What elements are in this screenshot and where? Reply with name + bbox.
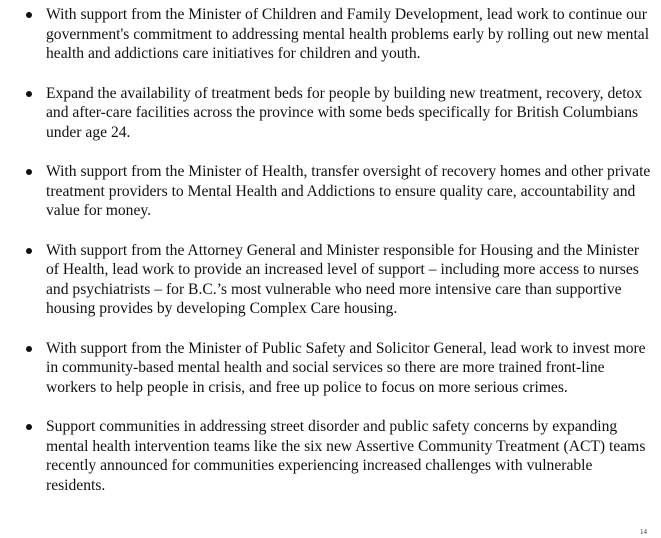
- bullet-icon: [26, 346, 32, 352]
- bullet-text: With support from the Attorney General and Minister responsible for Housing and the Minister of Health, lead work to provide an increased level of support – including more access to nurses and psychiatrists – for B.C.’s most vulnerable who need more intensive care than supportive housing provides by developing Complex Care housing.: [46, 241, 640, 317]
- list-item: [0, 417, 661, 495]
- list-item: [0, 5, 661, 64]
- bullet-icon: [26, 248, 32, 254]
- bullet-text: With support from the Minister of Children and Family Development, lead work to continue our government's commitment to addressing mental health problems early by rolling out new mental health and addictions care initiatives for children and youth.: [46, 6, 650, 62]
- page-number: 14: [640, 528, 647, 536]
- bullet-icon: [26, 169, 32, 175]
- bullet-text: With support from the Minister of Health, transfer oversight of recovery homes and other private treatment providers to Mental Health and Addictions to ensure quality care, accountability and value for money.: [46, 163, 651, 219]
- bullet-icon: [26, 12, 32, 18]
- bullet-icon: [26, 91, 32, 97]
- bullet-icon: [26, 424, 32, 430]
- list-item: [0, 84, 661, 143]
- list-item: [0, 241, 661, 319]
- list-item: [0, 162, 661, 221]
- bullet-text: Support communities in addressing street disorder and public safety concerns by expanding mental health intervention teams like the six new Assertive Community Treatment (ACT) teams recently announced for communities experiencing increased challenges with vulnerable residents.: [46, 418, 646, 494]
- bullet-text: With support from the Minister of Public Safety and Solicitor General, lead work to invest more in community-based mental health and social services so there are more trained front-line workers to help people in crisis, and free up police to focus on more serious crimes.: [46, 339, 646, 396]
- bullet-list: [0, 5, 661, 515]
- list-item: [0, 339, 661, 398]
- bullet-text: Expand the availability of treatment beds for people by building new treatment, recovery, detox and after-care facilities across the province with some beds specifically for British Columbians under age 24.: [46, 84, 643, 141]
